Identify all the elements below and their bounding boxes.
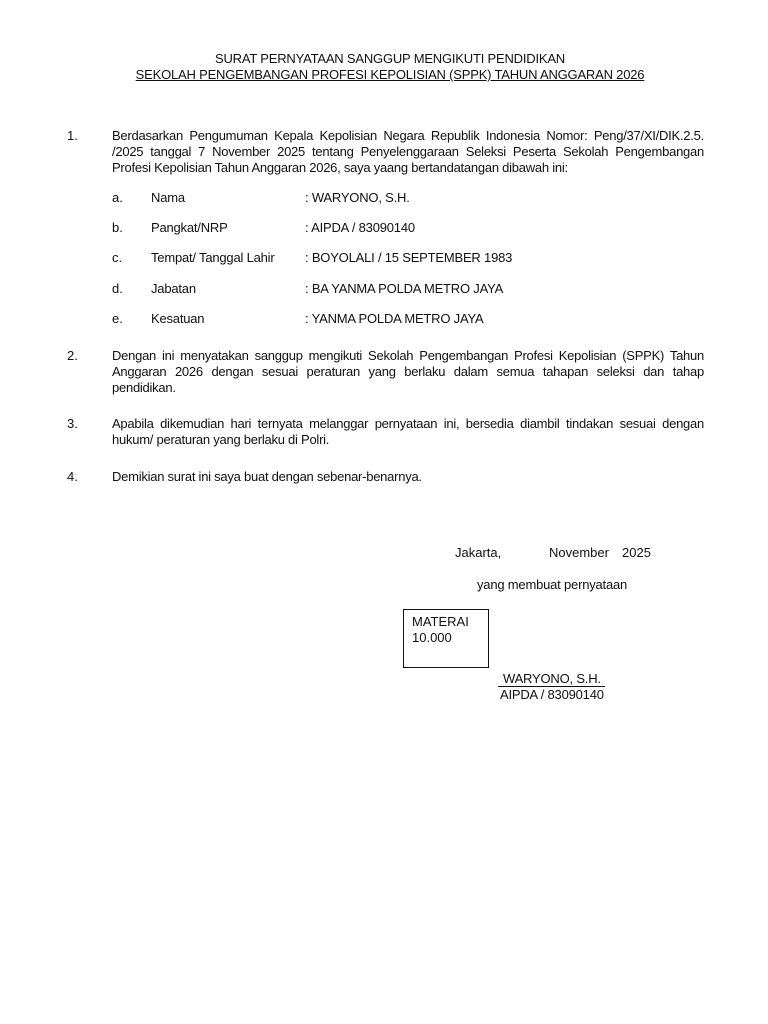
document-title-line1: SURAT PERNYATAAN SANGGUP MENGIKUTI PENDIDIKAN [214, 51, 565, 66]
point-4-number: 4. [67, 469, 78, 484]
identity-label-jabatan: Jabatan [151, 281, 196, 296]
materai-stamp-box [403, 609, 489, 668]
identity-letter-a: a. [112, 190, 123, 205]
point-1-text: Berdasarkan Pengumuman Kepala Kepolisian Negara Republik Indonesia Nomor: Peng/37/XI/DIK.2.5. /2025 tanggal 7 November 2025 tentang Penyelenggaraan Seleksi Peserta Sekolah Pengembangan Profesi Kepolisian Tahun Anggaran 2026, saya yaang bertandatangan dibawah ini: [112, 128, 704, 175]
point-3-text: Apabila dikemudian hari ternyata melanggar pernyataan ini, bersedia diambil tindakan sesuai dengan hukum/ peraturan yang berlaku di Polri. [112, 416, 704, 447]
signature-month: November [549, 545, 609, 560]
identity-label-pangkat: Pangkat/NRP [151, 220, 228, 235]
identity-letter-e: e. [112, 311, 123, 326]
point-2-number: 2. [67, 348, 78, 363]
identity-label-ttl: Tempat/ Tanggal Lahir [151, 250, 275, 265]
materai-stamp-line1: MATERAI [412, 614, 469, 629]
identity-letter-d: d. [112, 281, 123, 296]
point-1-number: 1. [67, 128, 78, 143]
identity-label-kesatuan: Kesatuan [151, 311, 205, 326]
identity-value-ttl: : BOYOLALI / 15 SEPTEMBER 1983 [305, 250, 513, 265]
signature-place: Jakarta, [455, 545, 502, 560]
signature-year: 2025 [622, 545, 651, 560]
point-2-text: Dengan ini menyatakan sanggup mengikuti Sekolah Pengembangan Profesi Kepolisian (SPPK) Tahun Anggaran 2026 dengan sesuai peraturan yang berlaku dalam semua tahapan seleksi dan tahap pendidikan. [112, 348, 704, 395]
identity-letter-b: b. [112, 220, 123, 235]
identity-value-kesatuan: : YANMA POLDA METRO JAYA [305, 311, 484, 326]
point-4-text: Demikian surat ini saya buat dengan sebenar-benarnya. [112, 469, 422, 484]
document-title-line2: SEKOLAH PENGEMBANGAN PROFESI KEPOLISIAN (SPPK) TAHUN ANGGARAN 2026 [135, 67, 645, 82]
signatory-name: WARYONO, S.H. [503, 671, 601, 686]
identity-value-nama: : WARYONO, S.H. [305, 190, 410, 205]
identity-label-nama: Nama [151, 190, 185, 205]
signature-maker-label: yang membuat pernyataan [477, 577, 628, 592]
signatory-nrp: AIPDA / 83090140 [500, 687, 604, 702]
identity-value-pangkat: : AIPDA / 83090140 [305, 220, 415, 235]
identity-letter-c: c. [112, 250, 123, 265]
point-3-number: 3. [67, 416, 78, 431]
materai-stamp-line2: 10.000 [412, 630, 452, 645]
identity-value-jabatan: : BA YANMA POLDA METRO JAYA [305, 281, 504, 296]
